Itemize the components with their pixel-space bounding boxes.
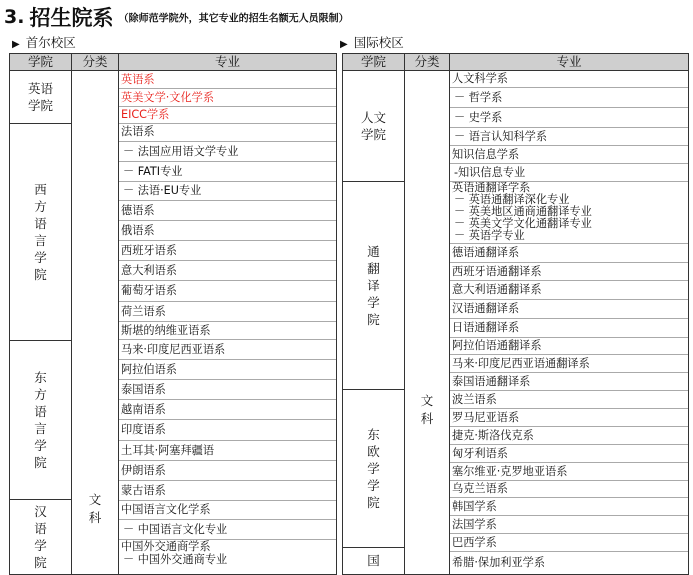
- major-label: － 英美文学文化通翻译专业: [454, 217, 592, 230]
- major-label: 斯堪的纳维亚语系: [121, 324, 211, 337]
- major-label: － 法语·EU专业: [123, 184, 202, 197]
- major-row: [119, 322, 336, 340]
- header-category: 分类: [72, 54, 118, 71]
- major-row: [450, 128, 688, 146]
- header-school: 学院: [10, 54, 71, 71]
- major-row: [119, 71, 336, 89]
- major-label: 泰国语通翻译系: [452, 375, 531, 388]
- major-row: [119, 302, 336, 322]
- major-label: 西班牙语通翻译系: [452, 265, 542, 278]
- major-row: [119, 340, 336, 360]
- major-row: [450, 445, 688, 463]
- major-row: [450, 88, 688, 108]
- major-label: 马来·印度尼西亚语通翻译系: [452, 357, 590, 370]
- major-label: 意大利语通翻译系: [452, 283, 542, 296]
- major-label: 韩国学系: [452, 500, 497, 513]
- header-school: 学院: [343, 54, 404, 71]
- triangle-right-icon: ▶: [340, 39, 348, 50]
- major-row: [450, 355, 688, 373]
- major-label: 马来·印度尼西亚语系: [121, 343, 226, 356]
- major-label: － 英语学专业: [454, 229, 525, 242]
- global-campus-text: 国际校区: [353, 35, 404, 50]
- school-name: 东 方 语 言 学 院: [34, 369, 47, 470]
- major-row: [119, 441, 336, 461]
- major-row: [450, 498, 688, 516]
- major-label: － 英美地区通商通翻译专业: [454, 205, 592, 218]
- major-label: 知识信息学系: [452, 148, 520, 161]
- major-label: － 哲学系: [454, 91, 503, 104]
- major-row: [450, 481, 688, 498]
- major-label: 荷兰语系: [121, 305, 166, 318]
- major-label: 伊朗语系: [121, 464, 166, 477]
- section-note: （除师范学院外，其它专业的招生名额无人员限制）: [118, 13, 349, 25]
- school-cell: [10, 499, 71, 574]
- major-label: － 法国应用语文学专业: [123, 145, 239, 158]
- major-row: [119, 261, 336, 281]
- category-cell: [72, 491, 118, 527]
- global-campus-label: [340, 33, 404, 51]
- major-label: 人文科学系: [452, 72, 508, 85]
- major-label: 塞尔维亚·克罗地亚语系: [452, 465, 568, 478]
- section-number: 3.: [4, 6, 25, 28]
- major-label: 阿拉伯语系: [121, 363, 177, 376]
- school-cell: [10, 123, 71, 340]
- header-major: 专业: [119, 54, 336, 71]
- page-title: [4, 2, 349, 30]
- major-label: 意大利语系: [121, 264, 177, 277]
- major-row: [450, 427, 688, 445]
- major-row: [450, 373, 688, 391]
- major-row: [450, 552, 688, 574]
- category-text: 文科: [420, 393, 434, 426]
- major-row: [119, 89, 336, 107]
- category-cell: [405, 392, 449, 428]
- school-cell: [10, 340, 71, 499]
- major-row: [450, 244, 688, 263]
- header-category: 分类: [405, 54, 449, 71]
- major-label: 德语系: [121, 204, 155, 217]
- major-label: 中国语言文化学系: [121, 503, 211, 516]
- major-label: 印度语系: [121, 423, 166, 436]
- major-label: － FATI专业: [123, 165, 183, 178]
- major-row: [119, 360, 336, 380]
- major-row: [450, 300, 688, 319]
- major-label: 英美文学·文化学系: [121, 91, 215, 104]
- major-label: － 史学系: [454, 111, 503, 124]
- major-row: [119, 481, 336, 501]
- major-label: 蒙古语系: [121, 484, 166, 497]
- major-row: [119, 162, 336, 182]
- major-label: 巴西学系: [452, 536, 497, 549]
- school-cell: [343, 71, 404, 181]
- major-label: 希腊·保加利亚学系: [452, 556, 546, 569]
- major-row: [119, 540, 336, 574]
- school-name: 东 欧 学 学 院: [367, 426, 380, 510]
- triangle-right-icon: ▶: [12, 39, 20, 50]
- major-label: 法国学系: [452, 518, 497, 531]
- section-title: 招生院系: [29, 6, 114, 30]
- school-name: 通 翻 译 学 院: [367, 243, 380, 327]
- school-name: 汉 语 学 院: [34, 503, 47, 570]
- major-label: 西班牙语系: [121, 244, 177, 257]
- seoul-campus-label: [12, 33, 76, 51]
- major-label: 波兰语系: [452, 393, 497, 406]
- major-label: 阿拉伯语通翻译系: [452, 339, 542, 352]
- major-row: [119, 106, 336, 124]
- major-row: [119, 380, 336, 400]
- major-row: [119, 201, 336, 221]
- school-cell: [343, 181, 404, 389]
- major-row: [119, 221, 336, 241]
- major-label: 捷克·斯洛伐克系: [452, 429, 534, 442]
- global-campus-table: [342, 53, 689, 575]
- major-row: [450, 516, 688, 534]
- major-row: [450, 409, 688, 427]
- seoul-campus-table: [9, 53, 337, 575]
- major-row: [450, 319, 688, 338]
- major-row: [450, 281, 688, 300]
- major-row: [119, 461, 336, 481]
- major-row: [119, 182, 336, 201]
- school-name: 国: [367, 553, 380, 568]
- school-cell: [343, 547, 404, 574]
- major-label: 罗马尼亚语系: [452, 411, 520, 424]
- major-row: [450, 108, 688, 128]
- major-row: [450, 182, 688, 244]
- major-row: [119, 520, 336, 540]
- school-name: 西 方 语 言 学 院: [34, 181, 47, 282]
- major-label: － 中国语言文化专业: [123, 523, 228, 536]
- major-label: － 英语通翻译深化专业: [454, 193, 570, 206]
- major-label: EICC学系: [121, 108, 170, 121]
- major-row: [450, 463, 688, 481]
- school-name: 英语 学院: [27, 81, 53, 113]
- major-label: 中国外交通商学系: [121, 540, 211, 553]
- seoul-campus-text: 首尔校区: [25, 35, 76, 50]
- major-label: 法语系: [121, 125, 155, 138]
- major-label: 俄语系: [121, 224, 155, 237]
- major-label: 英语系: [121, 73, 155, 86]
- major-row: [119, 281, 336, 302]
- school-name: 人文 学院: [360, 110, 386, 142]
- major-row: [450, 338, 688, 355]
- major-label: 德语通翻译系: [452, 246, 520, 259]
- major-label: 土耳其·阿塞拜疆语: [121, 444, 215, 457]
- major-label: 汉语通翻译系: [452, 302, 520, 315]
- school-cell: [10, 71, 71, 123]
- major-row: [119, 241, 336, 261]
- major-row: [119, 420, 336, 441]
- header-major: 专业: [450, 54, 688, 71]
- major-label: 日语通翻译系: [452, 321, 520, 334]
- major-label: 葡萄牙语系: [121, 284, 177, 297]
- major-row: [119, 142, 336, 162]
- major-label: 越南语系: [121, 403, 166, 416]
- major-row: [119, 501, 336, 520]
- major-row: [450, 263, 688, 281]
- category-text: 文科: [88, 492, 102, 525]
- major-row: [450, 534, 688, 552]
- major-label: 泰国语系: [121, 383, 166, 396]
- major-row: [119, 123, 336, 142]
- major-row: [450, 164, 688, 182]
- major-label: － 中国外交通商专业: [123, 553, 228, 566]
- major-row: [450, 146, 688, 164]
- major-label: 英语通翻译学系: [452, 182, 531, 194]
- major-label: 匈牙利语系: [452, 447, 508, 460]
- major-label: － 语言认知科学系: [454, 130, 548, 143]
- school-cell: [343, 389, 404, 547]
- major-label: -知识信息专业: [454, 166, 526, 179]
- major-row: [450, 391, 688, 409]
- major-row: [119, 400, 336, 420]
- major-label: 乌克兰语系: [452, 482, 508, 495]
- major-row: [450, 71, 688, 88]
